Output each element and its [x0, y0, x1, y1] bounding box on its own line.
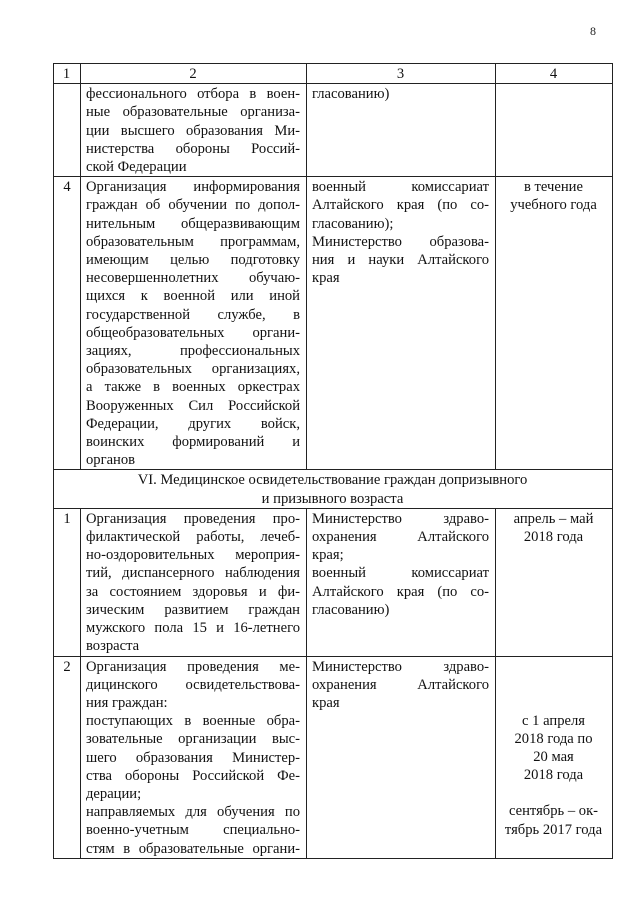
- text-line: Федерации, других войск,: [86, 415, 300, 432]
- row-number: 2: [54, 656, 81, 858]
- text-line: ской Федерации: [86, 159, 187, 176]
- text-line: гласованию);: [312, 215, 394, 232]
- text-line: Министерство здраво-: [312, 658, 489, 675]
- text-line: стям в образовательные органи-: [86, 840, 300, 857]
- text-line: образовательным программам,: [86, 233, 300, 250]
- deadline-cell: [496, 508, 613, 656]
- text-line: образовательных организациях,: [86, 361, 300, 378]
- text-line: органов: [86, 452, 136, 469]
- text-line: военно-учетным специально-: [86, 822, 300, 839]
- text-line: гласованию): [312, 86, 390, 103]
- text-line: Организация информирования: [86, 179, 300, 196]
- text-line: граждан об обучении по допол-: [86, 197, 300, 214]
- text-line: за состоянием здоровья и фи-: [86, 583, 300, 600]
- text-line: в течение: [524, 179, 583, 196]
- text-line: края;: [312, 547, 344, 564]
- header-col-1: 1: [54, 64, 81, 84]
- text-line: зациях, профессиональных: [86, 343, 300, 360]
- text-line: Организация проведения ме-: [86, 658, 300, 675]
- text-line: мужского пола 15 и 16-летнего: [86, 620, 300, 637]
- row-number: 1: [54, 508, 81, 656]
- text-line: Вооруженных Сил Российской: [86, 397, 300, 414]
- text-line: ния и науки Алтайского: [312, 252, 489, 269]
- text-line: государственной службе, в: [86, 306, 300, 323]
- text-line: тябрь 2017 года: [504, 821, 603, 838]
- deadline-cell: [496, 177, 613, 470]
- table-row-4: [54, 177, 613, 470]
- section-heading-line: и призывного возраста: [261, 490, 404, 507]
- header-col-2: 2: [81, 64, 307, 84]
- section-heading: [54, 470, 613, 508]
- text-line: края: [312, 694, 340, 711]
- table-header-row: [54, 64, 613, 84]
- text-line: 2018 года: [523, 767, 584, 784]
- event-cell: [81, 656, 307, 858]
- text-line: щихся к военной или иной: [86, 288, 300, 305]
- text-line: Алтайского края (по со-: [312, 583, 489, 600]
- text-line: апрель – май: [513, 510, 594, 527]
- text-line: общеобразовательных органи-: [86, 324, 300, 341]
- text-line: ния граждан:: [86, 694, 168, 711]
- deadline-cell: [496, 84, 613, 177]
- text-line: края: [312, 270, 340, 287]
- text-line: воинских формирований и: [86, 434, 300, 451]
- text-line: нистерства обороны Россий-: [86, 140, 300, 157]
- text-line: военный комиссариат: [312, 565, 489, 582]
- row-number-cell: [54, 84, 81, 177]
- text-line: Организация проведения про-: [86, 510, 300, 527]
- table-row-vi-2: [54, 656, 613, 858]
- text-line: ные образовательные организа-: [86, 104, 300, 121]
- text-line: Министерство здраво-: [312, 510, 489, 527]
- text-line: но-оздоровительных мероприя-: [86, 547, 300, 564]
- responsible-cell: [307, 656, 496, 858]
- text-line: охранения Алтайского: [312, 676, 489, 693]
- text-line: шего образования Министер-: [86, 749, 300, 766]
- text-line: с 1 апреля: [522, 712, 585, 729]
- text-line: нительным общеразвивающим: [86, 215, 300, 232]
- header-col-4: 4: [496, 64, 613, 84]
- text-line: а также в военных оркестрах: [86, 379, 300, 396]
- row-number: 4: [54, 177, 81, 470]
- deadline-cell: [496, 656, 613, 858]
- text-line: фессионального отбора в воен-: [86, 86, 300, 103]
- text-line: зическим развитием граждан: [86, 601, 300, 618]
- event-cell: [81, 84, 307, 177]
- page-number: 8: [590, 24, 596, 38]
- text-line: дицинского освидетельствова-: [86, 676, 300, 693]
- text-line: несовершеннолетних обучаю-: [86, 270, 300, 287]
- text-line: поступающих в военные обра-: [86, 713, 300, 730]
- plan-table: [53, 63, 613, 859]
- responsible-cell: [307, 177, 496, 470]
- text-line: 2018 года: [523, 529, 584, 546]
- text-line: зовательные организации выс-: [86, 731, 300, 748]
- header-col-3: 3: [307, 64, 496, 84]
- event-cell: [81, 177, 307, 470]
- text-line: 20 мая: [533, 748, 574, 765]
- table-row-vi-1: [54, 508, 613, 656]
- text-line: дерации;: [86, 785, 142, 802]
- text-line: направляемых для обучения по: [86, 804, 300, 821]
- text-line: военный комиссариат: [312, 179, 489, 196]
- text-line: Алтайского края (по со-: [312, 197, 489, 214]
- table-row-continued: [54, 84, 613, 177]
- text-line: возраста: [86, 638, 140, 655]
- text-line: учебного года: [510, 197, 597, 214]
- text-line: филактической работы, лечеб-: [86, 529, 300, 546]
- text-line: тий, диспансерного наблюдения: [86, 565, 300, 582]
- text-line: охранения Алтайского: [312, 529, 489, 546]
- text-line: Министерство образова-: [312, 233, 489, 250]
- event-cell: [81, 508, 307, 656]
- text-line: имеющим целью подготовку: [86, 252, 300, 269]
- responsible-cell: [307, 84, 496, 177]
- text-line: ции высшего образования Ми-: [86, 122, 300, 139]
- text-line: 2018 года по: [514, 730, 593, 747]
- text-line: сентябрь – ок-: [508, 803, 599, 820]
- text-line: гласованию): [312, 601, 390, 618]
- section-heading-row: [54, 470, 613, 508]
- responsible-cell: [307, 508, 496, 656]
- text-line: ства обороны Российской Фе-: [86, 767, 300, 784]
- section-heading-line: VI. Медицинское освидетельствование граждан допризывного: [137, 472, 528, 489]
